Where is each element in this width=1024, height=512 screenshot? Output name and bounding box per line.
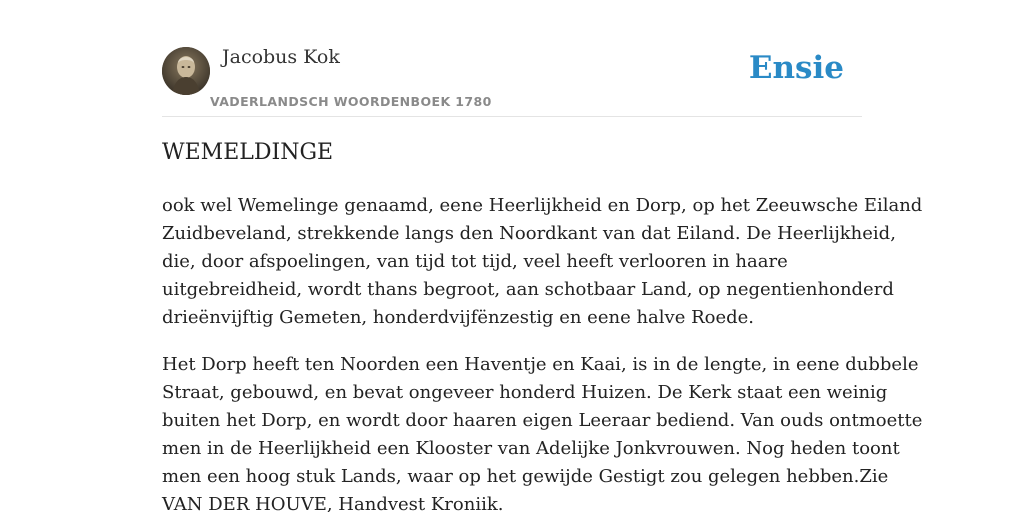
paragraph-2 [162, 351, 923, 512]
header [162, 38, 862, 117]
ensie-logo[interactable]: Ensie [748, 50, 844, 86]
portrait-image [162, 47, 210, 95]
paragraph-1 [162, 192, 923, 332]
text-line: drieënvijftig Gemeten, honderdvijfënzestig en eene halve Roede. [162, 307, 755, 328]
author-avatar[interactable] [162, 47, 210, 95]
text-line: uitgebreidheid, wordt thans begroot, aan schotbaar Land, op negentienhonderd [162, 279, 894, 300]
text-line: men een hoog stuk Lands, waar op het gewijde Gestigt zou gelegen hebben.Zie [162, 466, 889, 487]
text-line: Zuidbeveland, strekkende langs den Noordkant van dat Eiland. De Heerlijkheid, [162, 223, 896, 244]
author-name[interactable]: Jacobus Kok [222, 46, 340, 68]
text-line: buiten het Dorp, en wordt door haaren eigen Leeraar bediend. Van ouds ontmoette [162, 410, 923, 431]
text-line: VAN DER HOUVE, Handvest Kroniik. [162, 494, 504, 512]
text-line: men in de Heerlijkheid een Klooster van Adelijke Jonkvrouwen. Nog heden toont [162, 438, 900, 459]
text-line: ook wel Wemelinge genaamd, eene Heerlijkheid en Dorp, op het Zeeuwsche Eiland [162, 195, 923, 216]
article-body [162, 192, 923, 512]
text-line: Het Dorp heeft ten Noorden een Haventje en Kaai, is in de lengte, in eene dubbele [162, 354, 919, 375]
source-label[interactable]: VADERLANDSCH WOORDENBOEK 1780 [210, 94, 492, 109]
text-line: Straat, gebouwd, en bevat ongeveer honderd Huizen. De Kerk staat een weinig [162, 382, 888, 403]
article-title: WEMELDINGE [162, 140, 334, 165]
text-line: die, door afspoelingen, van tijd tot tijd, veel heeft verlooren in haare [162, 251, 788, 272]
